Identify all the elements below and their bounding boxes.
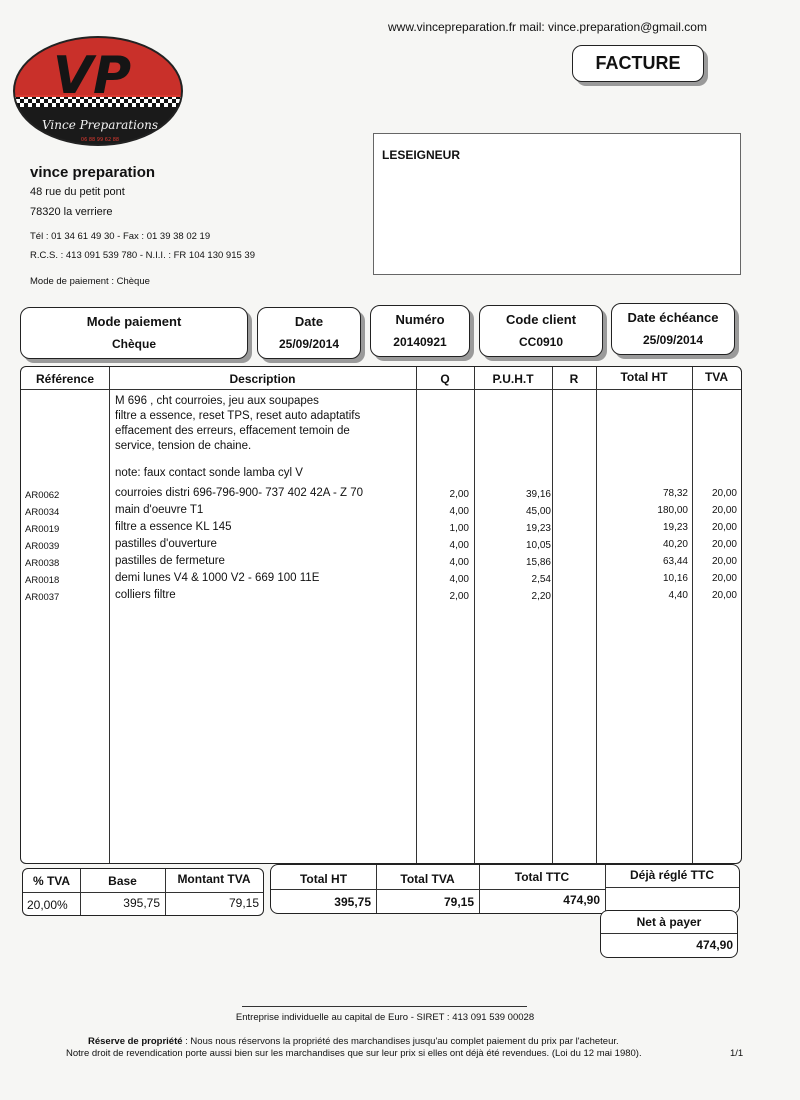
date-value: 25/09/2014	[278, 337, 340, 351]
row-description: demi lunes V4 & 1000 V2 - 669 100 11E	[115, 572, 320, 584]
client-address-box	[373, 133, 741, 275]
row-description: courroies distri 696-796-900- 737 402 42A - Z 70	[115, 487, 364, 499]
description-intro-line: filtre a essence, reset TPS, reset auto adaptatifs	[115, 410, 361, 422]
row-reference: AR0062	[25, 490, 60, 501]
footer-reserve-text: : Nous nous réservons la propriété des marchandises jusqu'au complet paiement du prix par l'acheteur.	[182, 1036, 619, 1047]
company-logo	[12, 35, 184, 147]
vat-amount-label: Montant TVA	[177, 872, 251, 886]
company-address-line1: 48 rue du petit pont	[30, 186, 125, 198]
client-name: LESEIGNEUR	[382, 148, 461, 162]
row-quantity: 4,00	[449, 540, 469, 551]
table-row	[21, 555, 741, 572]
description-intro-line: service, tension de chaine.	[115, 440, 252, 452]
table-row	[21, 504, 741, 521]
total-ttc-label: Total TTC	[514, 870, 570, 884]
column-header-quantity: Q	[440, 372, 450, 386]
table-row	[21, 521, 741, 538]
total-ttc-value: 474,90	[563, 893, 600, 907]
net-payable-box	[600, 910, 738, 958]
vat-rate-label: % TVA	[32, 874, 71, 888]
vat-base-value: 395,75	[123, 896, 160, 910]
column-header-vat: TVA	[704, 370, 729, 384]
invoice-number-value: 20140921	[393, 335, 447, 349]
row-total-ht: 40,20	[662, 539, 688, 550]
row-vat: 20,00	[711, 488, 737, 499]
due-date-label: Date échéance	[627, 310, 719, 325]
website-contact-line: www.vincepreparation.fr mail: vince.preparation@gmail.com	[388, 20, 707, 34]
items-table	[20, 366, 742, 864]
date-box	[257, 307, 361, 359]
table-row	[21, 487, 741, 504]
description-note: note: faux contact sonde lamba cyl V	[115, 467, 303, 479]
table-row	[21, 538, 741, 555]
date-label: Date	[294, 314, 324, 329]
column-header-reference: Référence	[35, 372, 95, 386]
row-total-ht: 180,00	[657, 505, 688, 516]
row-description: pastilles de fermeture	[115, 555, 225, 567]
payment-mode-box	[20, 307, 248, 359]
company-name: vince preparation	[30, 164, 156, 181]
footer-reserve-line	[88, 1036, 619, 1047]
client-code-box	[479, 305, 603, 357]
column-header-description: Description	[229, 372, 296, 386]
column-header-total-ht: Total HT	[620, 370, 668, 384]
footer-reserve-line2: Notre droit de revendication porte aussi bien sur les marchandises que sur leur prix si elles ont déjà été revendues. (Loi du 12 mai 1980).	[66, 1048, 642, 1059]
total-ht-value: 395,75	[334, 895, 371, 909]
due-date-box	[611, 303, 735, 355]
net-payable-value: 474,90	[696, 938, 733, 952]
svg-text:VP: VP	[52, 46, 132, 106]
document-title: FACTURE	[595, 53, 681, 73]
svg-text:Vince Preparations: Vince Preparations	[41, 118, 159, 132]
row-reference: AR0037	[25, 592, 60, 603]
row-total-ht: 63,44	[662, 556, 688, 567]
row-unit-price: 2,20	[531, 591, 551, 602]
due-date-value: 25/09/2014	[642, 333, 704, 347]
row-quantity: 2,00	[449, 591, 469, 602]
row-vat: 20,00	[711, 556, 737, 567]
row-total-ht: 10,16	[662, 573, 688, 584]
already-paid-label: Déjà réglé TTC	[629, 868, 715, 882]
payment-mode-label: Mode paiement	[86, 314, 182, 329]
row-description: colliers filtre	[115, 589, 176, 601]
row-description: pastilles d'ouverture	[115, 538, 217, 550]
totals-table	[270, 864, 740, 914]
svg-text:06 88 99 62 88: 06 88 99 62 88	[80, 137, 120, 143]
row-reference: AR0018	[25, 575, 60, 586]
row-total-ht: 19,23	[662, 522, 688, 533]
vat-base-label: Base	[108, 874, 137, 888]
row-unit-price: 10,05	[525, 540, 551, 551]
client-code-label: Code client	[505, 312, 577, 327]
row-quantity: 4,00	[449, 557, 469, 568]
footer-divider	[242, 1006, 527, 1007]
vat-amount-value: 79,15	[228, 896, 259, 910]
row-reference: AR0039	[25, 541, 60, 552]
row-unit-price: 2,54	[531, 574, 551, 585]
row-quantity: 4,00	[449, 506, 469, 517]
footer-capital-line: Entreprise individuelle au capital de Euro - SIRET : 413 091 539 00028	[235, 1012, 535, 1023]
row-unit-price: 15,86	[525, 557, 551, 568]
column-header-discount: R	[569, 372, 579, 386]
description-intro-line: M 696 , cht courroies, jeu aux soupapes	[115, 395, 319, 407]
company-rcs-line: R.C.S. : 413 091 539 780 - N.I.I. : FR 104 130 915 39	[30, 250, 255, 261]
document-title-box	[572, 45, 704, 82]
invoice-number-box	[370, 305, 470, 357]
column-header-unit-price: P.U.H.T	[492, 372, 534, 386]
row-unit-price: 45,00	[525, 506, 551, 517]
row-vat: 20,00	[711, 590, 737, 601]
row-vat: 20,00	[711, 522, 737, 533]
row-description: filtre a essence KL 145	[115, 521, 232, 533]
footer-reserve-title: Réserve de propriété	[88, 1036, 183, 1047]
row-reference: AR0038	[25, 558, 60, 569]
table-row	[21, 572, 741, 589]
row-reference: AR0034	[25, 507, 60, 518]
vat-rate-value: 20,00%	[27, 898, 68, 912]
row-reference: AR0019	[25, 524, 60, 535]
net-payable-label: Net à payer	[636, 915, 702, 929]
payment-mode-line: Mode de paiement : Chèque	[30, 276, 150, 287]
row-unit-price: 19,23	[525, 523, 551, 534]
description-intro-line: effacement des erreurs, effacement temoin de	[115, 425, 350, 437]
row-quantity: 1,00	[449, 523, 469, 534]
client-code-value: CC0910	[518, 335, 564, 349]
vat-breakdown-table	[22, 868, 264, 916]
row-vat: 20,00	[711, 505, 737, 516]
invoice-number-label: Numéro	[395, 312, 445, 327]
payment-mode-value: Chèque	[111, 337, 156, 351]
row-quantity: 4,00	[449, 574, 469, 585]
row-vat: 20,00	[711, 539, 737, 550]
total-vat-value: 79,15	[443, 895, 474, 909]
total-vat-label: Total TVA	[400, 872, 455, 886]
row-description: main d'oeuvre T1	[115, 504, 204, 516]
total-ht-label: Total HT	[299, 872, 348, 886]
row-vat: 20,00	[711, 573, 737, 584]
row-unit-price: 39,16	[525, 489, 551, 500]
row-total-ht: 4,40	[668, 590, 688, 601]
page-number: 1/1	[730, 1048, 744, 1059]
company-address-line2: 78320 la verriere	[30, 206, 113, 218]
company-phone-line: Tél : 01 34 61 49 30 - Fax : 01 39 38 02 19	[30, 231, 211, 242]
row-quantity: 2,00	[449, 489, 469, 500]
row-total-ht: 78,32	[662, 488, 688, 499]
table-row	[21, 589, 741, 606]
